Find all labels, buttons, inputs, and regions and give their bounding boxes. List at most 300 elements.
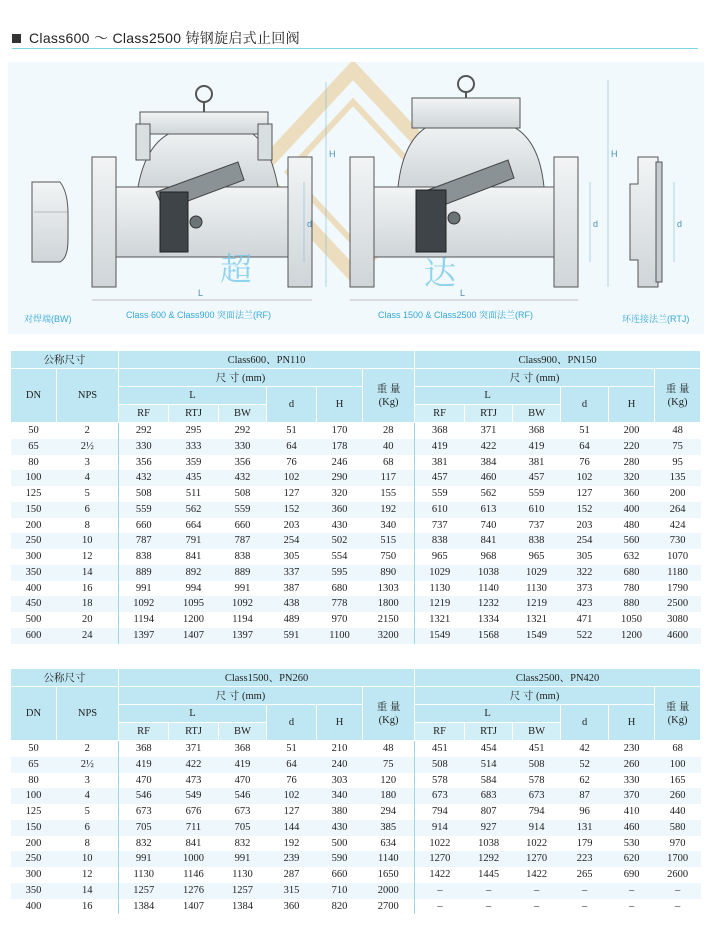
table-cell: 356 (135, 456, 152, 468)
table-cell: 991 (135, 582, 152, 594)
table-cell: 1384 (232, 900, 253, 912)
table-cell: 50 (28, 425, 39, 436)
table-cell: 152 (267, 502, 317, 518)
table-cell: 368 (234, 743, 251, 754)
table-cell: 51 (286, 425, 297, 436)
table-cell: 584 (480, 774, 497, 786)
header-bw-b: BW (513, 405, 561, 423)
table-cell: – (561, 883, 609, 899)
table-cell: – (628, 900, 635, 912)
table-cell: 470 (234, 774, 251, 786)
table-cell: 203 (283, 519, 300, 531)
table-cell: 102 (267, 470, 317, 486)
table-cell: 673 (135, 806, 152, 817)
table-cell: 48 (363, 741, 415, 757)
table-cell: 1334 (478, 614, 500, 625)
header-dims-a: 尺 寸 (mm) (119, 369, 363, 387)
header-rf-a: RF (119, 405, 169, 423)
table-cell: 5 (57, 804, 119, 820)
table-cell: 511 (185, 488, 202, 499)
header-nps: NPS (57, 687, 119, 741)
header-bw-a: BW (219, 405, 267, 423)
header-class-600: Class600、PN110 (119, 351, 415, 369)
header-nps: NPS (57, 369, 119, 423)
table-cell: 620 (609, 851, 655, 867)
table-cell: 200 (623, 425, 640, 436)
table-cell: 12 (57, 549, 119, 565)
header-d-b: d (561, 387, 609, 423)
table-row (11, 533, 701, 549)
table-cell: 1800 (363, 596, 415, 612)
valve-drawing (8, 62, 704, 334)
table-cell: 292 (135, 425, 152, 436)
table-row (11, 502, 701, 518)
header-weight-a: 重 量 (Kg) (363, 687, 415, 741)
table-cell: 454 (480, 743, 497, 754)
table-cell: – (513, 883, 561, 899)
table-cell: 965 (431, 551, 448, 562)
table-row (11, 741, 701, 757)
table-cell: 880 (609, 596, 655, 612)
table-cell: 673 (513, 788, 561, 804)
table-cell: 683 (465, 788, 513, 804)
table-cell: 914 (415, 820, 465, 836)
table-cell: 400 (25, 582, 42, 594)
header-class-900: Class900、PN150 (415, 351, 701, 369)
table-cell: 489 (283, 614, 300, 625)
title-underline (12, 48, 698, 49)
table-row (11, 423, 701, 439)
table-row (11, 470, 701, 486)
table-cell: 152 (561, 502, 609, 518)
table-cell: 410 (623, 806, 640, 817)
table-cell: 125 (25, 806, 42, 817)
table-cell: 676 (185, 806, 202, 817)
header-d-b: d (561, 705, 609, 741)
table-cell: 203 (576, 519, 593, 531)
table-cell: 290 (317, 470, 363, 486)
table-cell: 373 (576, 582, 593, 594)
table-cell: 502 (317, 533, 363, 549)
table-cell: 387 (283, 582, 300, 594)
table-cell: 1549 (415, 628, 465, 644)
table-cell: 1130 (526, 582, 547, 594)
table-cell: 1022 (526, 837, 548, 849)
table-cell: 711 (169, 820, 219, 836)
table-cell: 1130 (133, 869, 155, 880)
table-cell: 100 (11, 788, 57, 804)
table-cell: – (655, 883, 701, 899)
header-nominal-size: 公称尺寸 (11, 669, 119, 687)
table-cell: 1445 (478, 869, 500, 880)
table-cell: 170 (331, 425, 348, 436)
table-cell: 12 (57, 867, 119, 883)
table-row (11, 439, 701, 455)
table-cell: 1292 (465, 851, 513, 867)
table-cell: 76 (579, 456, 590, 468)
table-row (11, 565, 701, 581)
table-row (11, 804, 701, 820)
table-cell: 780 (623, 582, 640, 594)
valve-drawing-svg (8, 62, 704, 334)
table-cell: 5 (57, 486, 119, 502)
table-cell: 451 (431, 743, 448, 754)
table-cell: 368 (528, 425, 545, 436)
table-cell: 970 (669, 837, 686, 849)
table-cell: 1790 (667, 582, 689, 594)
table-cell: 2½ (57, 439, 119, 455)
table-cell: 791 (169, 533, 219, 549)
table-cell: 841 (465, 533, 513, 549)
table-cell: 680 (609, 565, 655, 581)
table-cell: 1397 (119, 628, 169, 644)
header-class-2500: Class2500、PN420 (415, 669, 701, 687)
table-cell: 150 (11, 502, 57, 518)
table-cell: 51 (286, 743, 297, 754)
header-rtj-b: RTJ (465, 405, 513, 423)
table-cell: 127 (283, 488, 300, 499)
header-d-a: d (267, 705, 317, 741)
table-cell: 838 (513, 533, 561, 549)
table-cell: 305 (576, 551, 593, 562)
header-l-a: L (119, 387, 267, 405)
table-cell: 432 (219, 470, 267, 486)
table-cell: 68 (363, 455, 415, 471)
dim-d-rtj: d (677, 219, 683, 229)
table-cell: 3 (57, 455, 119, 471)
table-cell: 473 (185, 774, 202, 786)
table-cell: 460 (609, 820, 655, 836)
table-cell: 2 (57, 423, 119, 439)
table-cell: 350 (11, 883, 57, 899)
table-cell: 16 (57, 581, 119, 597)
table-cell: 500 (25, 614, 42, 625)
table-cell: 820 (331, 900, 348, 912)
table-cell: 300 (25, 869, 42, 880)
header-dn: DN (11, 369, 57, 423)
table-cell: 250 (11, 851, 57, 867)
table-cell: 250 (11, 533, 57, 549)
table-cell: 356 (234, 456, 251, 468)
table-cell: 664 (185, 519, 202, 531)
table-cell: 8 (57, 518, 119, 534)
table-cell: 838 (234, 551, 251, 562)
table-cell: 562 (480, 488, 497, 499)
table-cell: 14 (57, 883, 119, 899)
header-l-b: L (415, 705, 561, 723)
table-cell: 295 (185, 425, 202, 436)
table-cell: 28 (363, 423, 415, 439)
table-cell: 380 (331, 806, 348, 817)
table-cell: – (609, 883, 655, 899)
table-cell: 87 (561, 788, 609, 804)
table-cell: 230 (623, 743, 640, 754)
label-rtj: 环连接法兰(RTJ) (622, 314, 690, 324)
table-cell: – (437, 900, 443, 912)
table-cell: 368 (431, 425, 448, 436)
table-cell: 737 (431, 519, 448, 531)
table-cell: 2600 (667, 869, 689, 880)
table-cell: 100 (11, 470, 57, 486)
table-cell: 340 (363, 518, 415, 534)
table-cell: 432 (119, 470, 169, 486)
table-cell: 75 (363, 757, 415, 773)
table-cell: 1038 (478, 837, 500, 849)
table-cell: 20 (57, 612, 119, 628)
table-cell: 48 (672, 425, 683, 436)
table-row (11, 486, 701, 502)
table-cell: 613 (465, 502, 513, 518)
table-cell: 165 (669, 774, 686, 786)
header-weight-b: 重 量 (Kg) (655, 369, 701, 423)
header-rf-b: RF (415, 405, 465, 423)
table-cell: 8 (57, 836, 119, 852)
table-cell: 144 (267, 820, 317, 836)
table-cell: – (485, 900, 492, 912)
table-cell: 991 (219, 851, 267, 867)
header-dims-a: 尺 寸 (mm) (119, 687, 363, 705)
table-cell: 280 (623, 456, 640, 468)
table-cell: 330 (119, 439, 169, 455)
table-cell: 2700 (363, 899, 415, 915)
spec-table-1500-2500 (10, 668, 701, 914)
table-cell: 634 (363, 836, 415, 852)
table-cell: 994 (185, 582, 202, 594)
table-cell: 559 (119, 502, 169, 518)
table-cell: 560 (609, 533, 655, 549)
table-row (11, 820, 701, 836)
table-cell: 1270 (513, 851, 561, 867)
table-cell: 6 (57, 820, 119, 836)
table-cell: 350 (11, 565, 57, 581)
table-cell: 970 (331, 614, 348, 625)
table-cell: 65 (11, 439, 57, 455)
header-l-a: L (119, 705, 267, 723)
table-cell: 892 (169, 565, 219, 581)
table-cell: 730 (655, 533, 701, 549)
table-cell: 680 (331, 582, 348, 594)
title-bullet-icon (12, 34, 21, 43)
table-cell: 1095 (169, 596, 219, 612)
table-row (11, 581, 701, 597)
table-cell: 430 (331, 519, 348, 531)
table-cell: 385 (363, 820, 415, 836)
table-cell: 2500 (655, 596, 701, 612)
table-cell: 384 (480, 456, 497, 468)
watermark-char-2: 达 (424, 254, 457, 292)
table-cell: 333 (169, 439, 219, 455)
table-cell: 2 (57, 741, 119, 757)
page-title: Class600 ～ Class2500 铸钢旋启式止回阀 (29, 30, 300, 46)
table-cell: 460 (465, 470, 513, 486)
table-cell: 192 (283, 837, 300, 849)
table-cell: 155 (363, 486, 415, 502)
table-cell: 778 (317, 596, 363, 612)
table-cell: 559 (219, 502, 267, 518)
header-weight-a: 重 量 (Kg) (363, 369, 415, 423)
table-row (11, 518, 701, 534)
table-cell: 1219 (415, 596, 465, 612)
table-cell: 127 (283, 806, 300, 817)
table-cell: 832 (234, 837, 251, 849)
table-cell: 435 (169, 470, 219, 486)
label-rf-1500-2500: Class 1500 & Class2500 突面法兰(RF) (378, 310, 534, 320)
table-cell: 370 (609, 788, 655, 804)
table-cell: 549 (169, 788, 219, 804)
table-cell: 180 (363, 788, 415, 804)
table-cell: 1200 (609, 628, 655, 644)
header-rtj-b: RTJ (465, 723, 513, 741)
table-row (11, 851, 701, 867)
table-cell: 1568 (465, 628, 513, 644)
table-cell: 991 (119, 851, 169, 867)
table-cell: 210 (331, 743, 348, 754)
table-cell: 546 (219, 788, 267, 804)
table-cell: 1321 (429, 614, 451, 625)
table-cell: 220 (609, 439, 655, 455)
table-cell: 610 (415, 502, 465, 518)
table-row (11, 788, 701, 804)
header-l-b: L (415, 387, 561, 405)
table-cell: 102 (561, 470, 609, 486)
table-cell: 419 (119, 757, 169, 773)
table-cell: 330 (623, 774, 640, 786)
table-cell: 254 (267, 533, 317, 549)
table-cell: 457 (415, 470, 465, 486)
header-class-1500: Class1500、PN260 (119, 669, 415, 687)
table-cell: 322 (561, 565, 609, 581)
label-bw: 对焊端(BW) (24, 314, 72, 324)
table-cell: – (465, 883, 513, 899)
table-cell: 360 (283, 900, 300, 912)
table-row (11, 596, 701, 612)
table-cell: 330 (219, 439, 267, 455)
table-cell: 530 (623, 837, 640, 849)
table-cell: 451 (528, 743, 545, 754)
table-cell: 95 (672, 456, 683, 468)
table-cell: – (581, 900, 588, 912)
table-cell: 1200 (183, 614, 204, 625)
table-cell: 514 (465, 757, 513, 773)
header-dims-b: 尺 寸 (mm) (415, 369, 655, 387)
table-cell: 1270 (415, 851, 465, 867)
table-cell: 246 (331, 456, 348, 468)
table-cell: 471 (576, 614, 593, 625)
dim-h-left: H (329, 149, 336, 159)
table-cell: 1422 (429, 869, 451, 880)
table-cell: – (533, 900, 540, 912)
table-cell: 131 (561, 820, 609, 836)
table-cell: 1140 (478, 582, 499, 594)
table-cell: 359 (185, 456, 202, 468)
table-cell: 240 (317, 757, 363, 773)
table-cell: 50 (28, 743, 39, 754)
table-cell: 1194 (232, 614, 253, 625)
table-cell: 117 (363, 470, 415, 486)
table-cell: 508 (135, 488, 152, 499)
table-cell: 832 (135, 837, 152, 849)
header-bw-a: BW (219, 723, 267, 741)
table-cell: 178 (317, 439, 363, 455)
table-cell: 381 (431, 456, 448, 468)
header-rtj-a: RTJ (169, 723, 219, 741)
table-cell: 1029 (415, 565, 465, 581)
table-cell: 64 (267, 439, 317, 455)
table-cell: 508 (513, 757, 561, 773)
table-cell: 838 (415, 533, 465, 549)
table-cell: 450 (11, 596, 57, 612)
table-cell: 200 (25, 519, 42, 531)
table-cell: 1029 (513, 565, 561, 581)
header-rf-a: RF (119, 723, 169, 741)
table-cell: 51 (579, 425, 590, 436)
table-cell: 127 (576, 488, 593, 499)
table-cell: 890 (363, 565, 415, 581)
dim-l-right: L (460, 288, 466, 298)
table-cell: 660 (135, 519, 152, 531)
table-cell: 3080 (667, 614, 689, 625)
table-cell: 400 (609, 502, 655, 518)
table-cell: 438 (267, 596, 317, 612)
table-cell: 6 (57, 502, 119, 518)
table-cell: 1092 (219, 596, 267, 612)
table-cell: 419 (415, 439, 465, 455)
table-cell: 673 (234, 806, 251, 817)
dim-h-right: H (611, 149, 618, 159)
table-cell: 1022 (429, 837, 451, 849)
table-cell: 62 (579, 774, 590, 786)
table-cell: 80 (28, 774, 39, 786)
table-cell: 554 (331, 551, 348, 562)
table-cell: 1194 (133, 614, 155, 625)
header-weight-b: 重 量 (Kg) (655, 687, 701, 741)
table-cell: 595 (317, 565, 363, 581)
table-cell: 600 (11, 628, 57, 644)
header-h-b: H (609, 387, 655, 423)
table-cell: 423 (561, 596, 609, 612)
table-cell: 838 (135, 551, 152, 562)
table-cell: 1276 (169, 883, 219, 899)
dim-d-right: d (593, 219, 599, 229)
table-cell: 337 (267, 565, 317, 581)
table-row (11, 549, 701, 565)
table-cell: – (674, 900, 681, 912)
table-cell: 360 (623, 488, 640, 499)
header-h-a: H (317, 705, 363, 741)
table-cell: 179 (576, 837, 593, 849)
header-rf-b: RF (415, 723, 465, 741)
table-cell: 305 (283, 551, 300, 562)
table-cell: 239 (267, 851, 317, 867)
table-cell: 371 (480, 425, 497, 436)
table-cell: 1050 (621, 614, 643, 625)
table-cell: 1303 (363, 581, 415, 597)
header-d-a: d (267, 387, 317, 423)
table-cell: 223 (561, 851, 609, 867)
table-row (11, 836, 701, 852)
table-cell: 889 (119, 565, 169, 581)
header-dims-b: 尺 寸 (mm) (415, 687, 655, 705)
table-cell: 889 (219, 565, 267, 581)
table-cell: 1650 (363, 867, 415, 883)
table-cell: 40 (363, 439, 415, 455)
table-row (11, 883, 701, 899)
table-cell: 16 (57, 899, 119, 915)
table-row (11, 455, 701, 471)
table-cell: 100 (655, 757, 701, 773)
table-cell: 150 (11, 820, 57, 836)
table-cell: 76 (286, 456, 297, 468)
